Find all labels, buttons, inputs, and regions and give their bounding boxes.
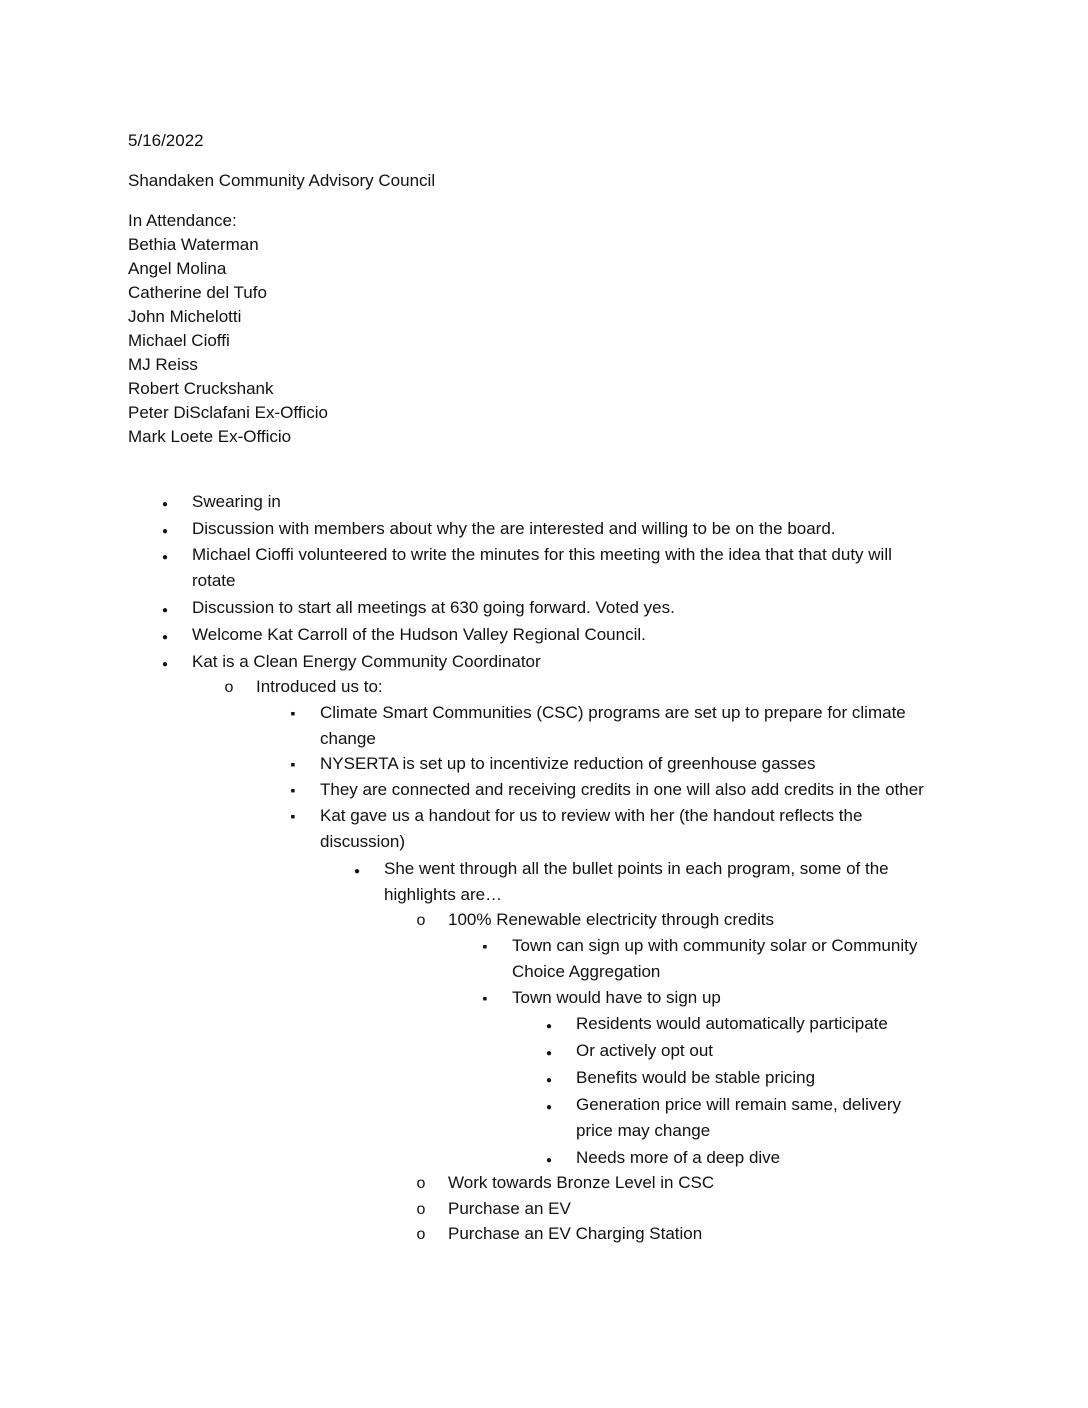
list-item: They are connected and receiving credits in one will also add credits in the other xyxy=(320,780,924,799)
bullet-square-icon xyxy=(286,779,300,801)
list-item: Kat is a Clean Energy Community Coordinator xyxy=(192,652,541,671)
attendee: Angel Molina xyxy=(128,259,227,278)
bullet-circle-icon xyxy=(414,1198,428,1221)
bullet-disc-icon xyxy=(542,1040,556,1065)
list-item: Welcome Kat Carroll of the Hudson Valley Regional Council. xyxy=(192,625,646,644)
bullet-disc-icon xyxy=(158,491,172,516)
list-item: Discussion to start all meetings at 630 going forward. Voted yes. xyxy=(192,598,675,617)
list-item: Work towards Bronze Level in CSC xyxy=(448,1173,715,1192)
bullet-disc-icon xyxy=(542,1147,556,1172)
bullet-disc-icon xyxy=(542,1013,556,1038)
attendee: Robert Cruckshank xyxy=(128,379,274,398)
list-item: Swearing in xyxy=(192,492,281,511)
list-item: Residents would automatically participate xyxy=(576,1014,888,1033)
bullet-circle-icon xyxy=(414,1172,428,1195)
bullet-disc-icon xyxy=(542,1067,556,1092)
attendee: Michael Cioffi xyxy=(128,331,230,350)
bullet-square-icon xyxy=(286,805,300,827)
bullet-disc-icon xyxy=(158,518,172,543)
list-item-continued: Choice Aggregation xyxy=(512,962,661,981)
attendee: Peter DiSclafani Ex-Officio xyxy=(128,403,328,422)
list-item: 100% Renewable electricity through credits xyxy=(448,910,775,929)
bullet-circle-icon xyxy=(414,909,428,932)
bullet-disc-icon xyxy=(542,1094,556,1119)
attendee: Bethia Waterman xyxy=(128,235,259,254)
bullet-square-icon xyxy=(478,935,492,957)
attendee: Catherine del Tufo xyxy=(128,283,267,302)
list-item: Michael Cioffi volunteered to write the minutes for this meeting with the idea that that duty will xyxy=(192,545,892,564)
meeting-date: 5/16/2022 xyxy=(128,131,204,150)
list-item: She went through all the bullet points in each program, some of the xyxy=(384,859,889,878)
list-item: Needs more of a deep dive xyxy=(576,1148,781,1167)
bullet-disc-icon xyxy=(158,544,172,569)
list-item-continued: rotate xyxy=(192,571,236,590)
bullet-circle-icon xyxy=(414,1223,428,1246)
list-item-continued: price may change xyxy=(576,1121,711,1140)
bullet-disc-icon xyxy=(158,651,172,676)
bullet-circle-icon xyxy=(222,676,236,699)
bullet-disc-icon xyxy=(158,597,172,622)
list-item: Town would have to sign up xyxy=(512,988,721,1007)
list-item: Or actively opt out xyxy=(576,1041,714,1060)
list-item: Discussion with members about why the are interested and willing to be on the board. xyxy=(192,519,836,538)
list-item-continued: change xyxy=(320,729,376,748)
list-item: Kat gave us a handout for us to review with her (the handout reflects the xyxy=(320,806,863,825)
attendee: MJ Reiss xyxy=(128,355,198,374)
list-item: Purchase an EV xyxy=(448,1199,571,1218)
attendee: Mark Loete Ex-Officio xyxy=(128,427,292,446)
bullet-square-icon xyxy=(286,753,300,775)
list-item-continued: highlights are… xyxy=(384,885,503,904)
list-item: Benefits would be stable pricing xyxy=(576,1068,816,1087)
list-item: NYSERTA is set up to incentivize reduction of greenhouse gasses xyxy=(320,754,816,773)
list-item: Introduced us to: xyxy=(256,677,383,696)
council-title: Shandaken Community Advisory Council xyxy=(128,171,436,190)
bullet-square-icon xyxy=(286,702,300,724)
bullet-disc-icon xyxy=(158,624,172,649)
list-item: Town can sign up with community solar or Community xyxy=(512,936,918,955)
list-item: Climate Smart Communities (CSC) programs are set up to prepare for climate xyxy=(320,703,906,722)
list-item: Purchase an EV Charging Station xyxy=(448,1224,703,1243)
list-item: Generation price will remain same, delivery xyxy=(576,1095,902,1114)
attendance-heading: In Attendance: xyxy=(128,211,237,230)
list-item-continued: discussion) xyxy=(320,832,406,851)
attendee: John Michelotti xyxy=(128,307,242,326)
bullet-square-icon xyxy=(478,987,492,1009)
bullet-disc-icon xyxy=(350,858,364,883)
